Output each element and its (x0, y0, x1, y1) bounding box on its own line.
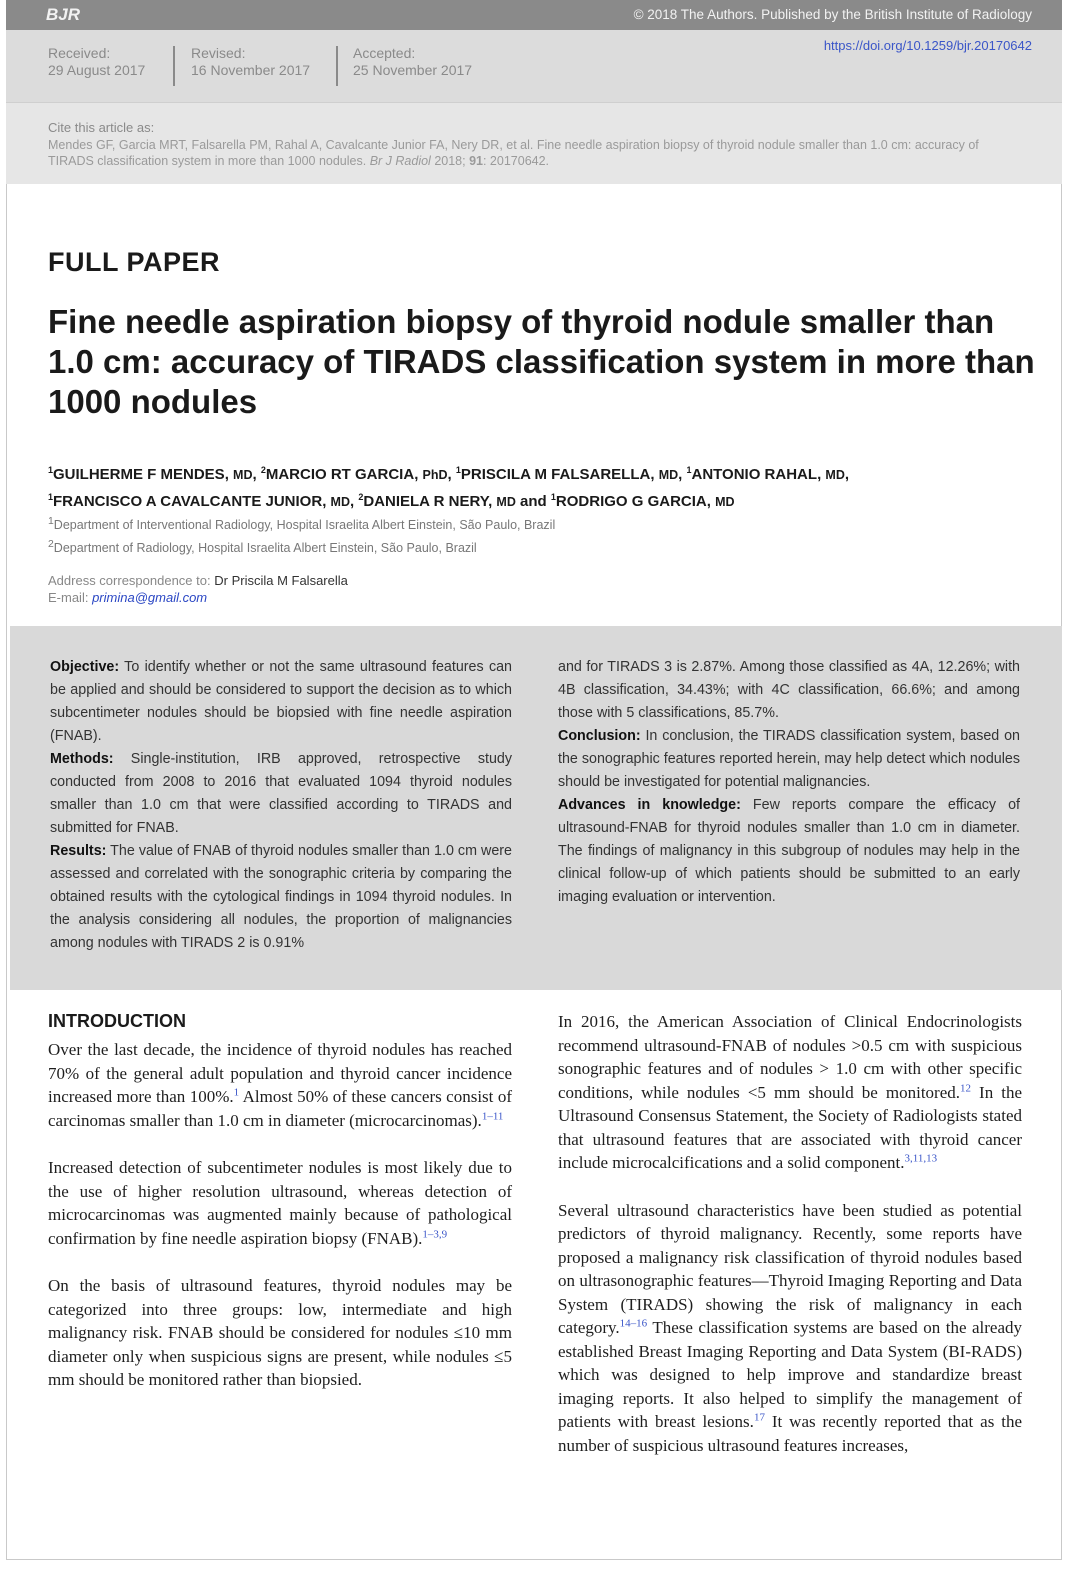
body-right-column (558, 1010, 1022, 1481)
email-link[interactable]: primina@gmail.com (92, 590, 208, 605)
accepted-date (353, 45, 472, 79)
copyright-notice: © 2018 The Authors. Published by the British Institute of Radiology (633, 7, 1032, 22)
correspondence (48, 572, 348, 606)
author: $^1$ANTONIO RAHAL, MD, (686, 465, 850, 483)
methods-text: Single-institution, IRB approved, retrospective study conducted from 2008 to 2016 that evaluated 1094 thyroid nodules smaller than 1.0 cm that were classified according to TIRADS and submitted for FNAB. (50, 751, 512, 836)
revised-date (191, 45, 310, 79)
received-value: 29 August 2017 (48, 62, 146, 78)
date-divider (173, 46, 175, 86)
received-label: Received: (48, 45, 111, 61)
reference-link[interactable]: 14–16 (619, 1317, 648, 1330)
abstract-box (10, 626, 1062, 990)
conclusion-label: Conclusion: (558, 728, 641, 744)
results-text: The value of FNAB of thyroid nodules smaller than 1.0 cm were assessed and correlated with the sonographic criteria by comparing the obtained results with the cytological findings in 1094 thyroid nodules. In the analysis considering all nodules, the proportion of malignancies among nodules with TIRADS 2 is 0.91% (50, 843, 512, 951)
author: $^1$FRANCISCO A CAVALCANTE JUNIOR, MD, (48, 492, 355, 510)
cite-volume: 91 (469, 154, 483, 168)
results-text-continued: and for TIRADS 3 is 2.87%. Among those classified as 4A, 12.26%; with 4B classification, 34.43%; with 4C classification, 66.6%; and among those with 5 classifications, 85.7%. (558, 659, 1020, 721)
revised-value: 16 November 2017 (191, 62, 311, 78)
body-left-column (48, 1010, 512, 1416)
cite-main: Mendes GF, Garcia MRT, Falsarella PM, Rahal A, Cavalcante Junior FA, Nery DR, et al. Fine needle aspiration biopsy of thyroid nodule smaller than 1.0 cm: accuracy of TIRADS classification system in more than 1000 nodules. (48, 138, 979, 168)
accepted-label: Accepted: (353, 45, 416, 61)
affiliations (48, 512, 948, 558)
cite-article: : 20170642. (482, 154, 550, 168)
author: $^2$DANIELA R NERY, MD (358, 492, 516, 510)
reference-link[interactable]: 12 (960, 1081, 971, 1094)
affiliation: $^1$Department of Interventional Radiology, Hospital Israelita Albert Einstein, São Paulo, Brazil (48, 516, 556, 533)
citation-box (6, 102, 1062, 184)
journal-header-bar (6, 0, 1062, 30)
reference-link[interactable]: 1 (233, 1086, 240, 1099)
email-label: E-mail: (48, 590, 89, 605)
author: $^2$MARCIO RT GARCIA, PhD, (260, 465, 452, 483)
received-date (48, 45, 145, 79)
cite-journal: Br J Radiol (369, 154, 431, 168)
journal-name: BJR (46, 5, 81, 24)
paragraph: Increased detection of subcentimeter nodules is most likely due to the use of higher resolution ultrasound, whereas detection of microcarcinomas was augmented mainly because of pathological confirmation by fine needle aspiration biopsy (FNAB).$^{1-3,9}$ (48, 1158, 512, 1248)
abstract-left-column (50, 656, 512, 955)
reference-link[interactable]: 1–3,9 (422, 1227, 448, 1240)
paragraph: Several ultrasound characteristics have been studied as potential predictors of thyroid malignancy. Recently, some reports have proposed a malignancy risk classification of thyroid nodules based on ultrasonographic features—Thyroid Imaging Reporting and Data System (TIRADS) showing the risk of malignancy in each category.$^{14-16}$ These classification systems are based on the already established Breast Imaging Reporting and Data System (BI-RADS) which was designed to help improve and standardize breast imaging reports. It also helped to simplify the management of patients with breast lesions.$^{17}$ It was recently reported that as the number of suspicious ultrasound features increases, (558, 1200, 1023, 1455)
objective-label: Objective: (50, 659, 120, 675)
correspondence-name: Dr Priscila M Falsarella (214, 573, 348, 588)
author-list (48, 459, 1038, 513)
accepted-value: 25 November 2017 (353, 62, 473, 78)
author: $^1$RODRIGO G GARCIA, MD (550, 492, 735, 510)
introduction-heading: INTRODUCTION (48, 1011, 186, 1031)
paragraph: In 2016, the American Association of Clinical Endocrinologists recommend ultrasound-FNAB of nodules >0.5 cm with suspicious sonographic features and of nodules > 1.0 cm with other specific conditions, while nodules <5 mm should be monitored.$^{12}$ In the Ultrasound Consensus Statement, the Society of Radiologists stated that ultrasound features that are associated with thyroid cancer include microcalcifications and a solid component.$^{3,11,13}$ (558, 1012, 1022, 1172)
conclusion-text: In conclusion, the TIRADS classification system, based on the sonographic features reported herein, may help detect which nodules should be investigated for potential malignancies. (558, 728, 1020, 790)
paragraph: Over the last decade, the incidence of thyroid nodules has reached 70% of the general adult population and thyroid cancer incidence increased more than 100%.$^1$ Almost 50% of these cancers consist of carcinomas smaller than 1.0 cm in diameter (microcarcinomas).$^{1-11}$ (48, 1040, 512, 1130)
advances-label: Advances in knowledge: (558, 797, 741, 813)
article-title: Fine needle aspiration biopsy of thyroid nodule smaller than 1.0 cm: accuracy of TIRADS classification system in more than 1000 nodules (48, 303, 1035, 420)
objective-text: To identify whether or not the same ultrasound features can be applied and should be considered to support the decision as to which subcentimeter nodules should be biopsied with fine needle aspiration (FNAB). (50, 659, 512, 744)
results-label: Results: (50, 843, 107, 859)
author: $^1$PRISCILA M FALSARELLA, MD, (455, 465, 683, 483)
cite-label: Cite this article as: (48, 120, 155, 135)
author: $^1$GUILHERME F MENDES, MD, (48, 465, 257, 483)
section-label: FULL PAPER (48, 247, 221, 277)
reference-link[interactable]: 17 (753, 1411, 765, 1424)
authors-and: and (520, 493, 547, 510)
cite-year: 2018; (434, 154, 466, 168)
doi-link[interactable]: https://doi.org/10.1259/bjr.20170642 (823, 38, 1032, 53)
article-dates-bar (6, 30, 1062, 102)
abstract-right-column (558, 656, 1020, 909)
revised-label: Revised: (191, 45, 246, 61)
reference-link[interactable]: 3,11,13 (904, 1152, 938, 1165)
advances-text: Few reports compare the efficacy of ultrasound-FNAB for thyroid nodules smaller than 1.0 cm in diameter. The findings of malignancy in this subgroup of nodules may help in the clinical follow-up of which patients should be submitted to an early imaging evaluation or intervention. (558, 797, 1020, 905)
affiliation: $^2$Department of Radiology, Hospital Israelita Albert Einstein, São Paulo, Brazil (48, 539, 477, 556)
cite-text (48, 137, 1008, 169)
date-divider (336, 46, 338, 86)
paragraph: On the basis of ultrasound features, thyroid nodules may be categorized into three groups: low, intermediate and high malignancy risk. FNAB should be considered for nodules ≤10 mm diameter only when suspicious signs are present, while nodules ≤5 mm should be monitored rather than biopsied. (48, 1276, 512, 1389)
methods-label: Methods: (50, 751, 114, 767)
correspondence-label: Address correspondence to: (48, 573, 211, 588)
reference-link[interactable]: 1–11 (481, 1109, 504, 1122)
